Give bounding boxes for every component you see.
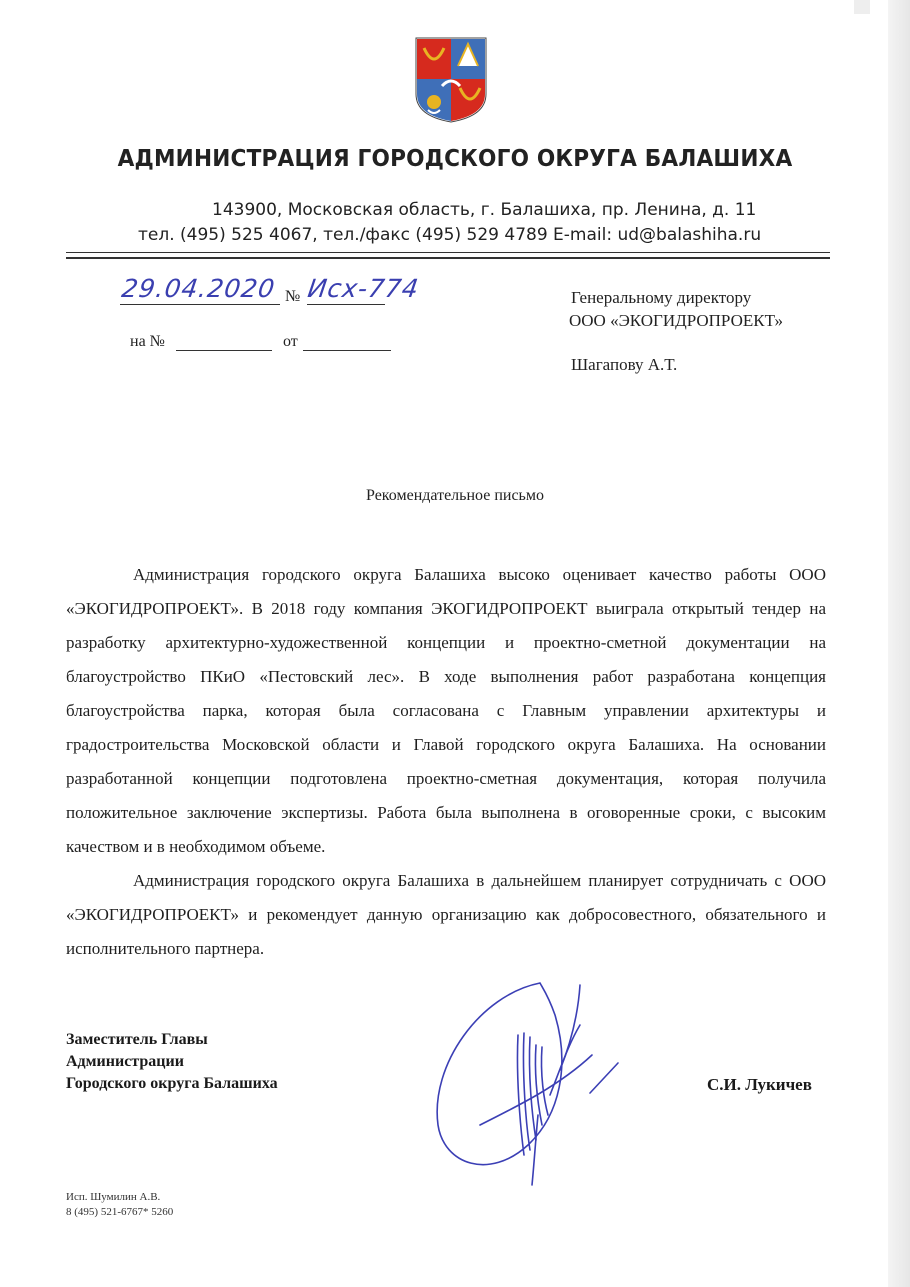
executor-phone: 8 (495) 521-6767* 5260 xyxy=(66,1206,174,1218)
signer-title-line: Администрации xyxy=(66,1053,184,1070)
letterhead-rule-thin xyxy=(66,252,830,253)
recipient-name: Шагапову А.Т. xyxy=(571,355,678,374)
reply-to-label: на № xyxy=(130,333,165,350)
recipient-position: Генеральному директору xyxy=(571,288,752,307)
number-underline xyxy=(307,304,385,305)
letterhead-rule-thick xyxy=(66,257,830,259)
body-paragraph: Администрация городского округа Балашиха в дальнейшем планирует сотрудничать с ООО «ЭКОГИДРОПРОЕКТ» и рекомендует данную организацию как добросовестного, обязательного и исполнительного партнера. xyxy=(66,871,826,958)
organization-contacts: тел. (495) 525 4067, тел./факс (495) 529 4789 E-mail: ud@balashiha.ru xyxy=(138,225,762,245)
number-sign: № xyxy=(285,288,301,305)
handwritten-outgoing-number: Исх-774 xyxy=(305,274,422,303)
executor-info xyxy=(66,1190,173,1220)
document-type-heading: Рекомендательное письмо xyxy=(366,487,544,504)
organization-address: 143900, Московская область, г. Балашиха, пр. Ленина, д. 11 xyxy=(212,200,757,220)
executor-name: Исп. Шумилин А.В. xyxy=(66,1191,161,1203)
handwritten-signature xyxy=(420,975,630,1200)
from-underline xyxy=(303,350,391,351)
handwritten-date: 29.04.2020 xyxy=(119,274,278,303)
signer-title xyxy=(66,1029,278,1095)
letter-body xyxy=(66,558,826,966)
reply-to-underline xyxy=(176,350,272,351)
scanned-page-edge xyxy=(888,0,910,1287)
organization-name: АДМИНИСТРАЦИЯ ГОРОДСКОГО ОКРУГА БАЛАШИХА xyxy=(117,146,793,172)
signer-name: С.И. Лукичев xyxy=(707,1075,812,1094)
balashikha-coat-of-arms-icon xyxy=(414,36,488,124)
body-paragraph: Администрация городского округа Балашиха высоко оценивает качество работы ООО «ЭКОГИДРОПРОЕКТ». В 2018 году компания ЭКОГИДРОПРОЕКТ выиграла открытый тендер на разработку архитектурно-художественной концепции и проектно-сметной документации на благоустройство ПКиО «Пестовский лес». В ходе выполнения работ разработана концепция благоустройства парка, которая была согласована с Главным управлении архитектуры и градостроительства Московской области и Главой городского округа Балашиха. На основании разработанной концепции подготовлена проектно-сметная документация, которая получила положительное заключение экспертизы. Работа была выполнена в оговоренные сроки, с высоким качеством и в необходимом объеме. xyxy=(66,565,826,856)
from-label: от xyxy=(283,333,298,350)
date-underline xyxy=(120,304,280,305)
signer-title-line: Городского округа Балашиха xyxy=(66,1075,278,1092)
scanned-page-mark xyxy=(854,0,870,14)
signer-title-line: Заместитель Главы xyxy=(66,1031,208,1048)
recipient-company: ООО «ЭКОГИДРОПРОЕКТ» xyxy=(569,311,784,330)
